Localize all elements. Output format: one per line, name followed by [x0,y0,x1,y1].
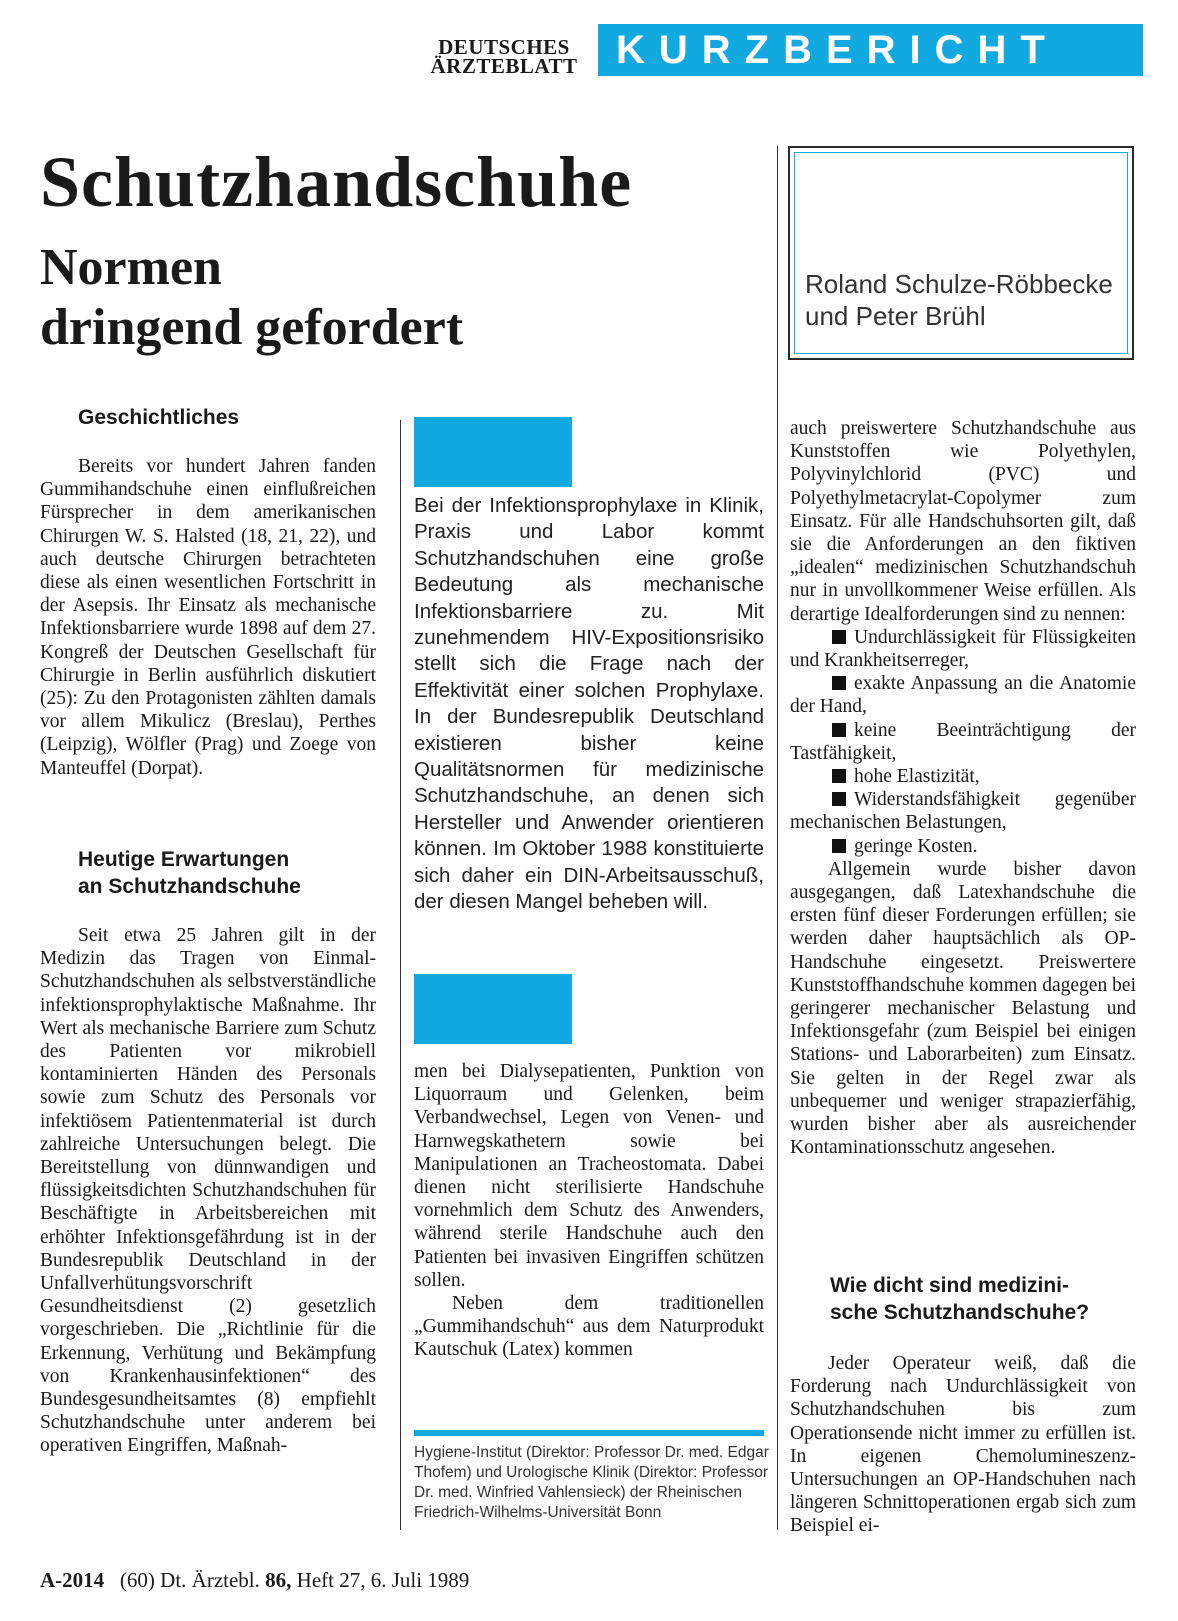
section-heading-expectations [78,846,301,900]
body-paragraph: men bei Dialysepatienten, Punktion von Liquorraum und Gelenken, beim Verbandwechsel, Legen von Venen- und Harnwegskathetern sowie bei Manipulationen an Tracheostomata. Dabei dienen nicht sterilisierte Handschuhe vornehmlich dem Schutz des Anwenders, während sterile Handschuhe auch den Patienten bei invasiven Eingriffen schützen sollen. [414,1061,764,1291]
article-title: Schutzhandschuhe [40,142,633,222]
article-subtitle [40,238,463,358]
bullet-icon [832,723,846,737]
col2-body [414,1060,764,1362]
body-paragraph: auch preiswertere Schutzhandschuhe aus Kunststoffen wie Polyethylen, Polyvinylchlorid (PVC) und Polyethylmetacrylat-Copolymer zum Einsatz. Für alle Handschuhsorten gilt, daß sie die Anforderungen an den fiktiven „idealen“ medizinischen Schutzhandschuh nur in unvollkommener Weise erfüllen. Als derartige Idealforderungen sind zu nennen: [790,418,1136,625]
page-code: A-2014 [40,1568,105,1592]
subtitle-line1: Normen [40,239,222,296]
affiliation-rule [414,1430,764,1436]
journal-logo [420,35,588,78]
list-item: hohe Elastizität, [790,765,1136,788]
bullet-icon [832,792,846,806]
page-footer [40,1568,469,1593]
column-divider [777,146,778,1530]
journal-logo-line1: DEUTSCHES [438,35,570,59]
column-divider [400,420,401,1530]
body-paragraph: Neben dem traditionellen „Gummihandschuh“ aus dem Naturprodukt Kautschuk (Latex) kommen [414,1293,764,1361]
author-names [805,268,1135,332]
body-paragraph: Bereits vor hundert Jahren fanden Gummihandschuhe einen einflußreichen Fürsprecher in dem amerikanischen Chirurgen W. S. Halsted (18, 21, 22), und auch deutsche Chirurgen betrachteten diese als einen wesentlichen Fortschritt in der Asepsis. Ihr Einsatz als mechanische Infektionsbarriere wurde 1898 auf dem 27. Kongreß der Deutschen Gesellschaft für Chirurgie in Berlin ausführlich diskutiert (25): Zu den Protagonisten zählten damals vor allem Mikulicz (Breslau), Perthes (Leipzig), Wölfler (Prag) und Zoege von Manteuffel (Dorpat). [40,456,376,779]
col1-paragraph1 [40,455,376,780]
page-number: (60) [119,1568,155,1592]
abstract-top-bar [414,417,572,487]
author-line1: Roland Schulze-Röbbecke [805,269,1113,299]
body-paragraph: Allgemein wurde bisher davon ausgegangen, daß Latexhandschuhe die ersten fünf dieser Forderungen erfüllen; sie werden daher hauptsächlich als OP-Handschuhe eingesetzt. Preiswertere Kunststoffhandschuhe kommen dagegen bei geringerer mechanischer Belastung und Infektionsgefahr (zum Beispiel bei einigen Stations- und Laborarbeiten) zum Einsatz. Sie gelten in der Regel zwar als unbequemer und weniger strapazierfähig, wurden bisher aber als ausreichender Kontaminationsschutz angesehen. [790,858,1136,1159]
issue-date: Heft 27, 6. Juli 1989 [296,1568,470,1592]
bullet-icon [832,630,846,644]
body-paragraph: Jeder Operateur weiß, daß die Forderung nach Undurchlässigkeit von Schutzhandschuhen bis zum Operationsende nicht immer zu erfüllen ist. In eigenen Chemolumineszenz-Untersuchungen an OP-Handschuhen nach längeren Schnittoperationen ergab sich zum Beispiel ei- [790,1353,1136,1537]
heading-line: Heutige Erwartungen [78,848,290,871]
col3-paragraph3 [790,1352,1136,1538]
list-item: keine Beeinträchtigung der Tastfähigkeit, [790,719,1136,764]
heading-line: an Schutzhandschuhe [78,875,301,898]
body-paragraph: Seit etwa 25 Jahren gilt in der Medizin das Tragen von Einmal-Schutzhandschuhen als selbstverständliche infektionsprophylaktische Maßnahme. Ihr Wert als mechanische Barriere zum Schutz des Patienten vor mikrobiell kontaminierten Händen des Personals sowie zum Schutz des Personals vor infektiösem Patientenmaterial ist durch zahlreiche Untersuchungen belegt. Die Bereitstellung von dünnwandigen und flüssigkeitsdichten Schutzhandschuhen für Beschäftigte in Arbeitsbereichen mit erhöhter Infektionsgefährdung ist in der Bundesrepublik Deutschland in der Unfallverhütungsvorschrift Gesundheitsdienst (2) gesetzlich vorgeschrieben. Die „Richtlinie für die Erkennung, Verhütung und Bekämpfung von Krankenhausinfektionen“ des Bundesgesundheitsamtes (8) empfiehlt Schutzhandschuhe unter anderem bei operativen Eingriffen, Maßnah- [40,925,376,1457]
section-heading-tightness [830,1272,1089,1326]
list-item: Undurchlässigkeit für Flüssigkeiten und Krankheitserreger, [790,626,1136,672]
list-item: Widerstandsfähigkeit gegenüber mechanischen Belastungen, [790,789,1136,834]
section-heading-history: Geschichtliches [78,406,240,429]
abstract-bottom-bar [414,974,572,1044]
requirements-list [790,626,1136,858]
heading-line: Wie dicht sind medizini- [830,1274,1069,1297]
subtitle-line2: dringend gefordert [40,299,464,356]
journal-abbreviation: Dt. Ärztebl. [160,1568,260,1592]
volume-number: 86, [265,1568,292,1592]
list-item: geringe Kosten. [790,835,1136,858]
affiliation-note: Hygiene-Institut (Direktor: Professor Dr. med. Edgar Thofem) und Urologische Klinik (Direktor: Professor Dr. med. Winfried Vahlensieck) der Rheinischen Friedrich-Wilhelms-Universität Bonn [414,1444,769,1521]
abstract-text: Bei der Infektionsprophylaxe in Klinik, Praxis und Labor kommt Schutzhandschuhen eine große Bedeutung als mechanische Infektionsbarriere zu. Mit zunehmendem HIV-Expositionsrisiko stellt sich die Frage nach der Effektivität einer solchen Prophylaxe. In der Bundesrepublik Deutschland existieren bisher keine Qualitätsnormen für medizinische Schutzhandschuhe, an denen sich Hersteller und Anwender orientieren können. Im Oktober 1988 konstituierte sich daher ein DIN-Arbeitsausschuß, der diesen Mangel beheben will. [414,494,764,914]
bullet-icon [832,839,846,853]
author-line2: und Peter Brühl [805,301,986,331]
journal-logo-line2: ÄRZTEBLATT [430,54,578,78]
heading-line: sche Schutzhandschuhe? [830,1301,1090,1324]
col3-body [790,417,1136,1160]
section-banner: KURZBERICHT [598,24,1143,76]
bullet-icon [832,769,846,783]
bullet-icon [832,676,846,690]
col1-paragraph2 [40,924,376,1458]
list-item: exakte Anpassung an die Anatomie der Hand, [790,673,1136,718]
